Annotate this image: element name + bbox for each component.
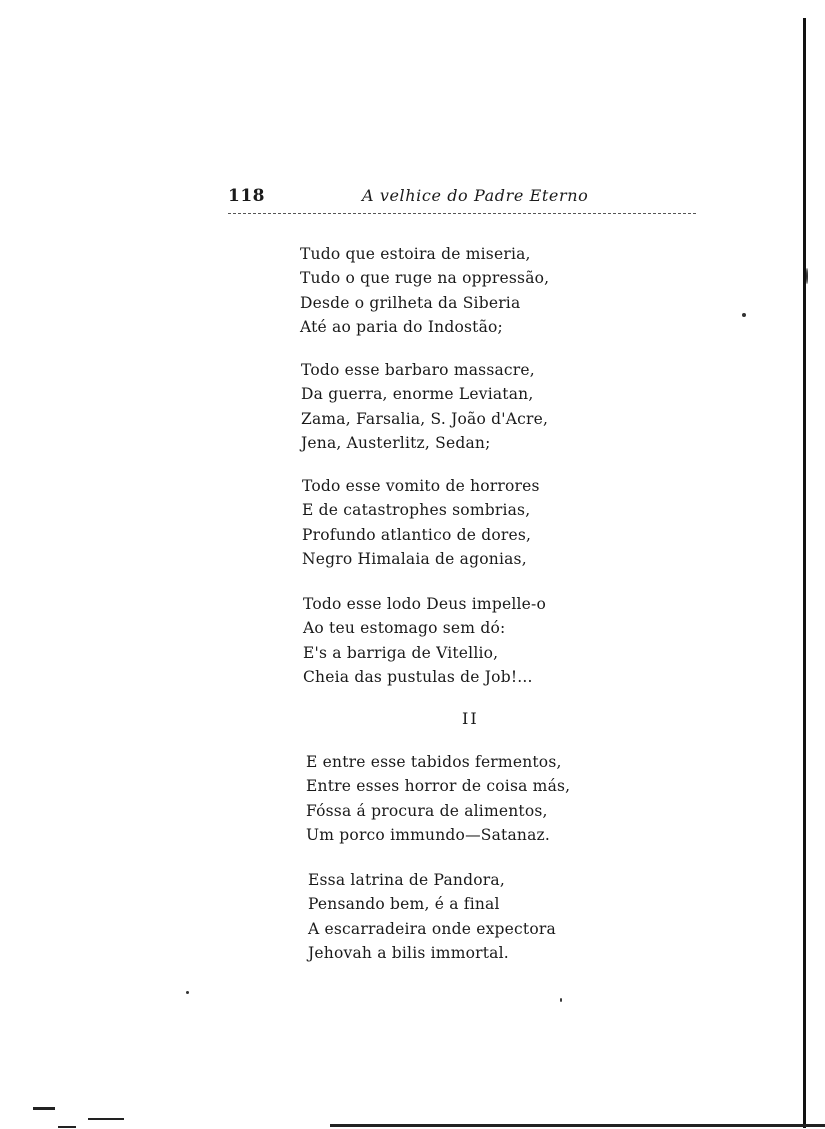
verse-line: Profundo atlantico de dores, xyxy=(302,525,532,544)
verse-line: Negro Himalaia de agonias, xyxy=(302,549,527,568)
verse-line: Entre esses horror de coisa más, xyxy=(306,777,571,796)
scan-mark xyxy=(58,1126,76,1128)
verse-line: Essa latrina de Pandora, xyxy=(308,871,505,889)
scan-speck xyxy=(560,998,562,1002)
verse-line: Desde o grilheta da Siberia xyxy=(300,293,521,312)
verse-line: Cheia das pustulas de Job!... xyxy=(303,667,533,686)
verse-line: Um porco immundo—Satanaz. xyxy=(306,825,551,844)
scan-speck xyxy=(186,991,189,994)
scan-mark xyxy=(33,1107,55,1110)
verse-line: Jena, Austerlitz, Sedan; xyxy=(301,433,491,452)
stanza-6 xyxy=(308,868,556,965)
verse-line: Todo esse lodo Deus impelle-o xyxy=(303,595,546,613)
verse-line: Todo esse vomito de horrores xyxy=(302,477,540,495)
verse-line: Tudo o que ruge na oppressão, xyxy=(300,269,550,288)
stanza-3 xyxy=(302,474,540,571)
scan-speck xyxy=(742,313,746,317)
page-edge-right xyxy=(803,18,806,1128)
running-title: A velhice do Padre Eterno xyxy=(362,186,589,205)
verse-line: Ao teu estomago sem dó: xyxy=(303,619,506,638)
stanza-2 xyxy=(301,358,548,455)
verse-line: Tudo que estoira de miseria, xyxy=(300,245,531,263)
verse-line: E's a barriga de Vitellio, xyxy=(303,643,499,662)
stanza-1 xyxy=(300,242,549,339)
header-rule xyxy=(228,213,696,214)
page-header xyxy=(228,184,696,212)
verse-line: Zama, Farsalia, S. João d'Acre, xyxy=(301,409,549,428)
section-number: II xyxy=(462,709,479,728)
verse-line: E de catastrophes sombrias, xyxy=(302,501,531,520)
stanza-4 xyxy=(303,592,546,689)
page-number: 118 xyxy=(228,186,265,206)
verse-line: A escarradeira onde expectora xyxy=(308,919,556,938)
verse-line: Fóssa á procura de alimentos, xyxy=(306,801,548,820)
page-edge-bottom xyxy=(330,1124,825,1127)
verse-line: Todo esse barbaro massacre, xyxy=(301,361,535,379)
stanza-5 xyxy=(306,750,570,847)
verse-line: Até ao paria do Indostão; xyxy=(300,317,503,336)
verse-line: Jehovah a bilis immortal. xyxy=(308,943,509,962)
scan-mark xyxy=(88,1118,124,1120)
verse-line: E entre esse tabidos fermentos, xyxy=(306,753,562,771)
scan-speck xyxy=(806,268,808,284)
verse-line: Da guerra, enorme Leviatan, xyxy=(301,385,534,404)
verse-line: Pensando bem, é a final xyxy=(308,895,500,914)
